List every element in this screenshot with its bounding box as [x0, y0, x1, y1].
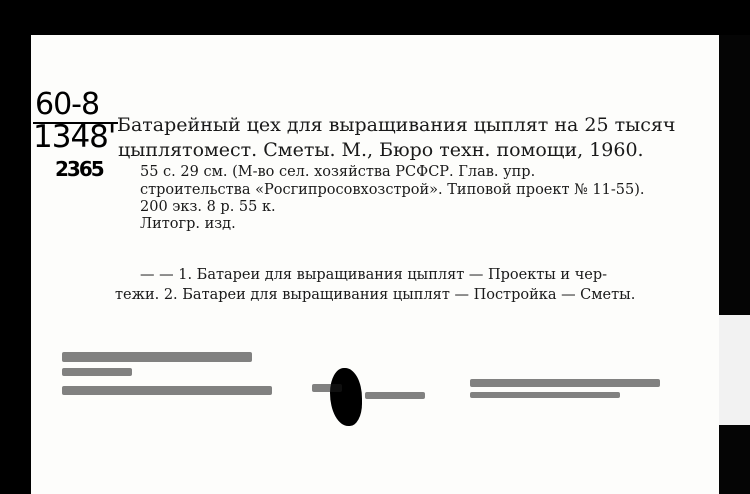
entry-description-line1: 55 с. 29 см. (М-во сел. хозяйства РСФСР. Глав. упр.	[140, 164, 536, 180]
entry-description-line4: Литогр. изд.	[140, 216, 236, 232]
entry-title-line1: Батарейный цех для выращивания цыплят на 25 тысяч	[117, 114, 676, 136]
scan-border-right	[719, 35, 750, 494]
entry-description-line3: 200 экз. 8 р. 55 к.	[140, 199, 276, 215]
stamp-smudge	[62, 386, 272, 395]
entry-description-line2: строительства «Росгипросовхозстрой». Типовой проект № 11-55).	[140, 182, 645, 198]
call-number-line2: 1348'	[33, 119, 116, 155]
stamp-smudge	[470, 379, 660, 387]
call-number-line3: 2365	[55, 157, 103, 181]
stamp-smudge	[365, 392, 425, 399]
entry-title-line2: цыплятомест. Сметы. М., Бюро техн. помощи, 1960.	[118, 139, 644, 161]
stamp-smudge	[62, 368, 132, 376]
card-edge-notch	[719, 315, 750, 425]
stamp-smudge	[312, 384, 342, 392]
subject-headings-line2: тежи. 2. Батареи для выращивания цыплят — Постройка — Сметы.	[115, 287, 636, 303]
scan-border-top	[0, 0, 750, 35]
catalog-card	[31, 35, 719, 494]
call-number-line1: 60-8	[35, 87, 100, 122]
stamp-smudge	[470, 392, 620, 398]
subject-headings-line1: — — 1. Батареи для выращивания цыплят — Проекты и чер-	[140, 267, 608, 283]
stamp-smudge	[62, 352, 252, 362]
